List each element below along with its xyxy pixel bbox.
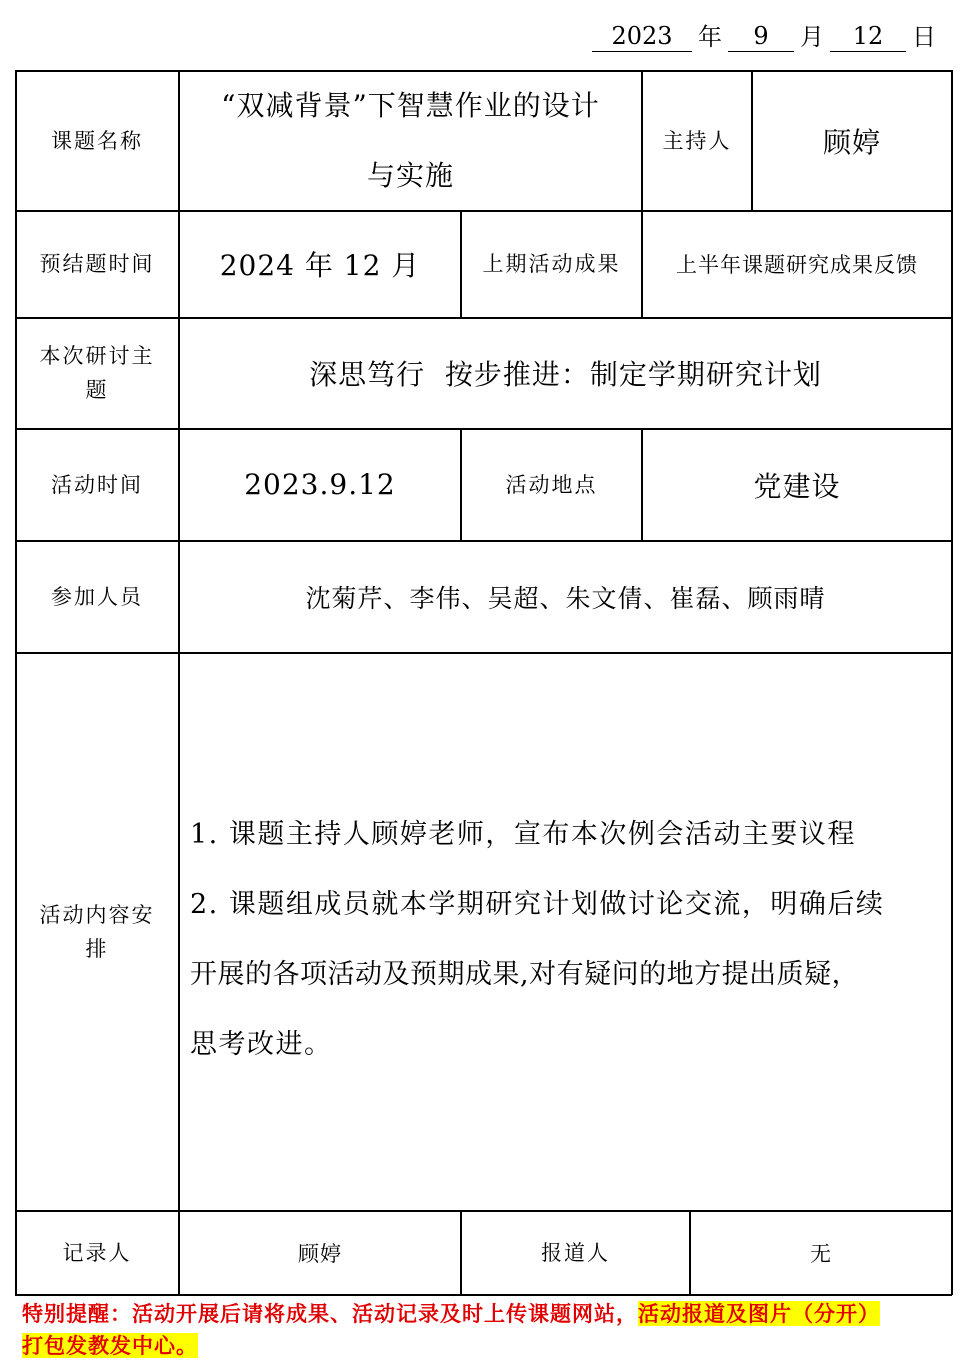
activity-content-line: 思考改进。	[190, 1029, 333, 1060]
recorder-value: 顾婷	[298, 1241, 342, 1266]
activity-time-value: 2023.9.12	[244, 468, 396, 501]
topic-name-line1: “双减背景”下智慧作业的设计	[221, 88, 600, 122]
activity-content-label	[16, 653, 178, 1210]
activity-content-label-line2: 排	[85, 936, 109, 961]
special-notice	[22, 1298, 952, 1362]
seminar-theme-label	[16, 318, 178, 428]
recorder-label: 记录人	[62, 1240, 132, 1265]
activity-place-value: 党建设	[753, 469, 841, 503]
expected-completion-value: 2024 年 12 月	[219, 249, 421, 282]
notice-part2-highlight: 活动报道及图片（分开）	[638, 1301, 880, 1326]
previous-result-value: 上半年课题研究成果反馈	[676, 253, 918, 277]
activity-content-value	[190, 800, 942, 1080]
seminar-theme-value: 深思笃行 按步推进：制定学期研究计划	[309, 358, 822, 391]
topic-name-line2: 与实施	[366, 158, 454, 192]
table-border-bottom	[15, 1294, 952, 1296]
activity-content-line: 开展的各项活动及预期成果,对有疑问的地方提出质疑，	[190, 959, 860, 990]
date-day: 12	[830, 21, 906, 52]
participants-label: 参加人员	[51, 584, 143, 609]
topic-name-label: 课题名称	[51, 128, 143, 153]
host-value: 顾婷	[822, 125, 881, 159]
date-year-label: 年	[698, 23, 722, 51]
activity-content-line: 2. 课题组成员就本学期研究计划做讨论交流，明确后续	[190, 889, 885, 920]
activity-place-label: 活动地点	[505, 472, 598, 497]
activity-content-line: 1. 课题主持人顾婷老师，宣布本次例会活动主要议程	[190, 819, 856, 850]
notice-part1: 特别提醒：活动开展后请将成果、活动记录及时上传课题网站，	[22, 1301, 638, 1326]
date-line	[592, 18, 942, 52]
seminar-theme-label-line1: 本次研讨主	[39, 344, 155, 368]
activity-content-label-line1: 活动内容安	[39, 902, 155, 927]
date-day-label: 日	[912, 23, 936, 51]
activity-time-label: 活动时间	[51, 472, 143, 497]
previous-result-label: 上期活动成果	[482, 252, 621, 276]
participants-value: 沈菊芹、李伟、吴超、朱文倩、崔磊、顾雨晴	[305, 583, 826, 613]
topic-name-value	[180, 71, 641, 210]
reporter-label: 报道人	[541, 1240, 610, 1265]
host-label: 主持人	[662, 128, 732, 153]
reporter-value: 无	[810, 1241, 832, 1266]
notice-part3-highlight: 打包发教发中心。	[22, 1333, 198, 1358]
expected-completion-label: 预结题时间	[39, 252, 155, 276]
date-month: 9	[728, 21, 794, 52]
table-border-right	[951, 70, 953, 1295]
date-year: 2023	[592, 21, 692, 52]
date-month-label: 月	[800, 23, 824, 51]
seminar-theme-label-line2: 题	[85, 378, 109, 402]
